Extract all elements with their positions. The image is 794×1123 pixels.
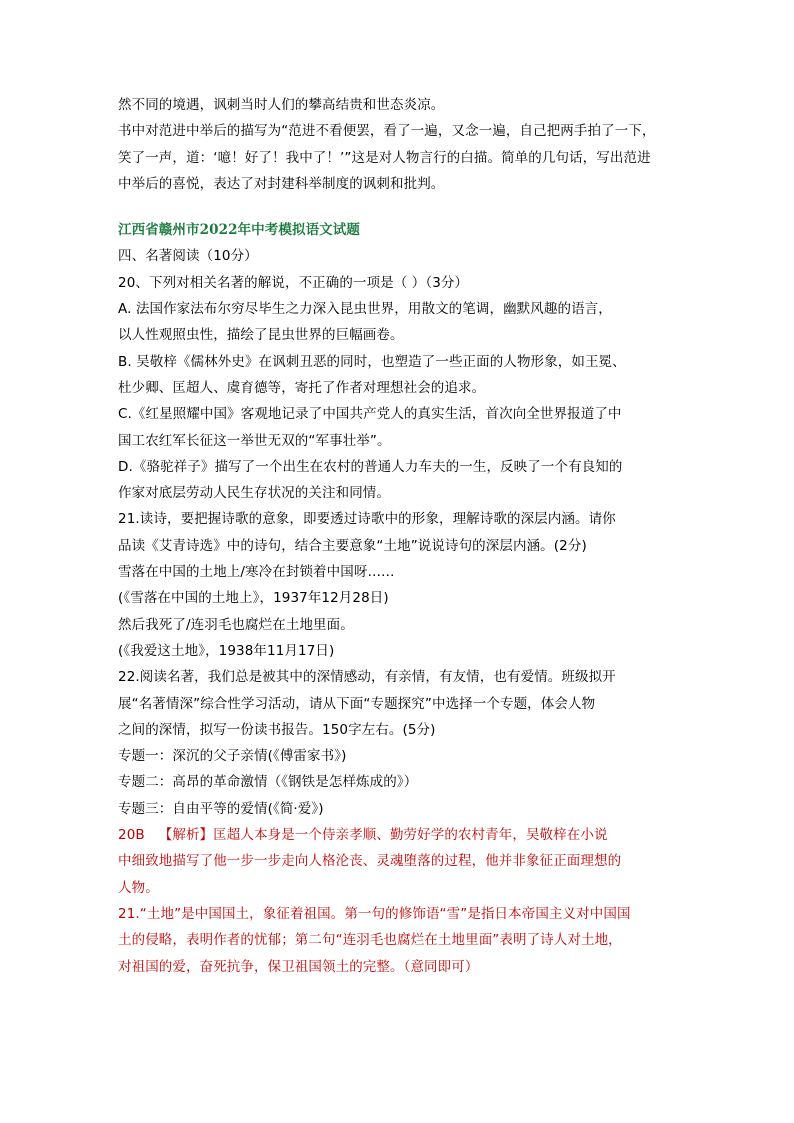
section-heading: 四、名著阅读（10分） xyxy=(118,248,258,265)
q21-source-1: (《雪落在中国的土地上》，1937年12月28日) xyxy=(118,590,389,607)
q21-source-2: (《我爱这土地》，1938年11月17日) xyxy=(118,642,335,659)
q22-topic-3: 专题三：自由平等的爱情(《简·爱》) xyxy=(118,800,324,817)
question-20 xyxy=(118,270,678,507)
intro-line-2: 书中对范进中举后的描写为“范进不看便罢，看了一遍，又念一遍，自己把两手拍了一下， xyxy=(118,123,656,140)
q21-line-2: 品读《艾青诗选》中的诗句，结合主要意象“土地”说说诗句的深层内涵。(2分) xyxy=(118,537,587,554)
q20-option-a-line-2: 以人性观照虫性，描绘了昆虫世界的巨幅画卷。 xyxy=(118,327,404,344)
answer-21-line-3: 对祖国的爱，奋死抗争，保卫祖国领土的完整。（意同即可） xyxy=(118,958,479,975)
answer-20-line-1 xyxy=(118,822,678,848)
q20-option-b-line-2: 杜少卿、匡超人、虞育德等，寄托了作者对理想社会的追求。 xyxy=(118,379,486,396)
section-title: 江西省赣州市2022年中考模拟语文试题 xyxy=(118,222,360,239)
intro-line-4: 中举后的喜悦，表达了对封建科举制度的讽刺和批判。 xyxy=(118,175,445,192)
q22-line-3: 之间的深情，拟写一份读书报告。150字左右。(5分) xyxy=(118,721,436,738)
question-22 xyxy=(118,664,678,822)
q22-line-1: 22.阅读名著，我们总是被其中的深情感动，有亲情，有友情，也有爱情。班级拟开 xyxy=(118,669,616,686)
intro-paragraph xyxy=(118,92,678,197)
q21-poem-2: 然后我死了/连羽毛也腐烂在土地里面。 xyxy=(118,616,354,633)
answer-20-line-3: 人物。 xyxy=(118,879,159,896)
answer-20-text: 匡超人本身是一个侍亲孝顺、勤劳好学的农村青年，吴敬梓在小说 xyxy=(213,827,608,844)
answer-20-analysis-tag: 【解析】 xyxy=(158,827,214,844)
question-21 xyxy=(118,506,678,664)
q20-option-c-line-2: 国工农红军长征这一举世无双的“军事壮举”。 xyxy=(118,432,391,449)
intro-line-3: 笑了一声，道：‘噫！好了！我中了！’”这是对人物言行的白描。简单的几句话，写出范进 xyxy=(118,149,651,166)
section-spacer xyxy=(118,197,678,217)
answer-20-line-2: 中细致地描写了他一步一步走向人格沦丧、灵魂堕落的过程，他并非象征正面理想的 xyxy=(118,853,622,870)
q22-topic-1: 专题一：深沉的父子亲情(《傅雷家书》) xyxy=(118,748,347,765)
q20-option-d-line-2: 作家对底层劳动人民生存状况的关注和同情。 xyxy=(118,485,390,502)
answer-21-line-1: 21.“土地”是中国国土，象征着祖国。第一句的修饰语“雪”是指日本帝国主义对中国国 xyxy=(118,905,631,922)
q21-line-1: 21.读诗，要把握诗歌的意象，即要透过诗歌中的形象，理解诗歌的深层内涵。请你 xyxy=(118,511,616,528)
q20-stem: 20、下列对相关名著的解说，不正确的一项是（ ）（3分） xyxy=(118,274,469,291)
q20-option-c-line-1: C.《红星照耀中国》客观地记录了中国共产党人的真实生活，首次向全世界报道了中 xyxy=(118,406,622,423)
q21-poem-1: 雪落在中国的土地上/寒冷在封锁着中国呀…… xyxy=(118,564,395,581)
intro-line-1: 然不同的境遇，讽刺当时人们的攀高结贵和世态炎凉。 xyxy=(118,97,445,113)
q22-line-2: 展“名著情深”综合性学习活动，请从下面“专题探究”中选择一个专题，体会人物 xyxy=(118,695,596,712)
q20-option-d-line-1: D.《骆驼祥子》描写了一个出生在农村的普通人力车夫的一生，反映了一个有良知的 xyxy=(118,458,623,475)
q22-topic-2: 专题二：高昂的革命激情（《钢铁是怎样炼成的》） xyxy=(118,774,418,791)
q20-option-a-line-1: A. 法国作家法布尔穷尽毕生之力深入昆虫世界，用散文的笔调，幽默风趣的语言， xyxy=(118,301,612,318)
answer-section xyxy=(118,822,678,980)
answer-20-label: 20B xyxy=(118,827,145,844)
answer-21-line-2: 土的侵略，表明作者的忧郁；第二句“连羽毛也腐烂在土地里面”表明了诗人对土地， xyxy=(118,932,622,949)
document-page xyxy=(118,92,678,980)
q20-option-b-line-1: B. 吴敬梓《儒林外史》在讽刺丑恶的同时，也塑造了一些正面的人物形象，如王冕、 xyxy=(118,353,626,370)
